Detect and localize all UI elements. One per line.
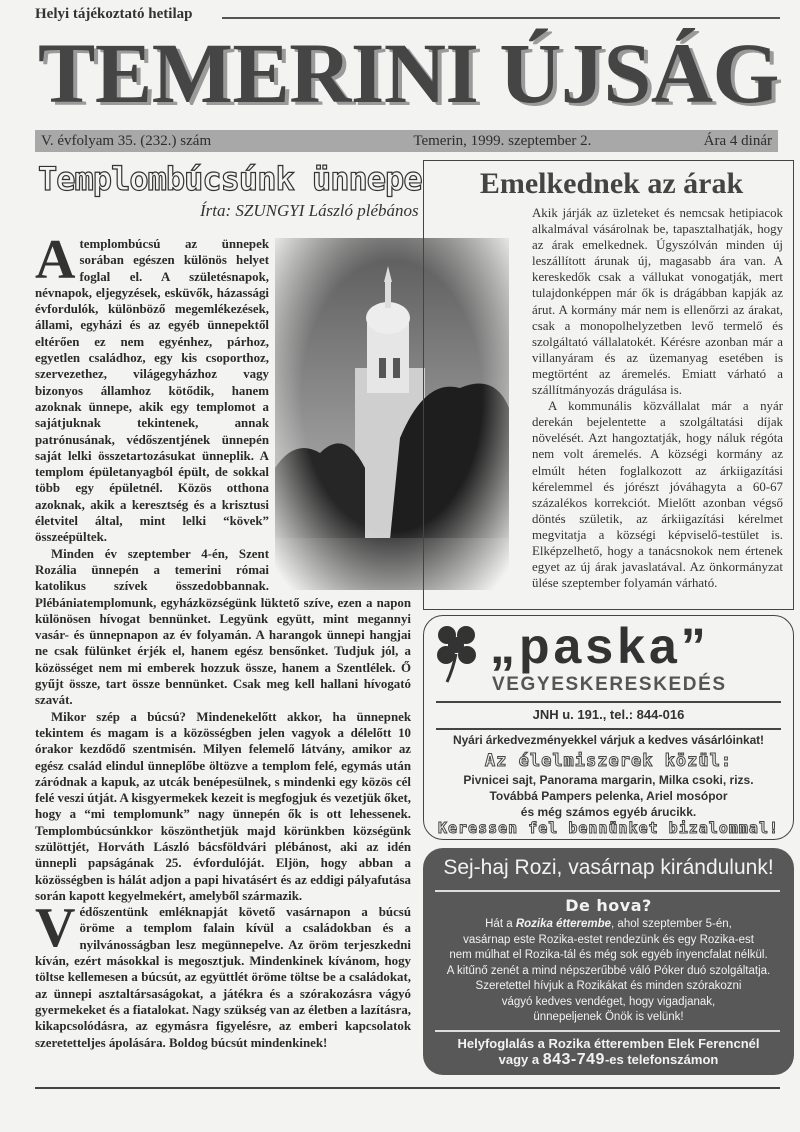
promo-text: Nyári árkedvezményekkel várjuk a kedves vásárlóinkat!: [453, 733, 764, 747]
shop-address: JNH u. 191., tel.: 844-016: [532, 707, 685, 722]
list-item: Továbbá Pampers pelenka, Ariel mosópor: [489, 789, 728, 803]
issue-date: Temerin, 1999. szeptember 2.: [413, 132, 592, 149]
shop-name: „paska”: [490, 618, 710, 674]
article-body: [35, 229, 411, 1051]
paragraph: Védőszentünk emléknapját követő vasárnapon a búcsú öröme a templom falain kívül a családokban és a nyilvánosságban lesz megünnepelve. Az öröm terjeszkedni kíván, ezért másokkal is megosztjuk. Mindenkinek kívánom, hogy töltse kellemesen a búcsút, az együttlét öröme töltse be a családokat, az ünnepi asztaltársaságokat, a játékra és a szórakozásra vágyó gyermekeket és a fiatalokat. Nagy szükség van az életben a lazításra, kikapcsolódásra, az egymásra figyelésre, az emberi kapcsolatok szeretetteljes ápolására. Boldog búcsút mindenkinek!: [35, 897, 411, 1050]
footer-rule: [35, 1087, 780, 1089]
issue-number: V. évfolyam 35. (232.) szám: [41, 132, 212, 149]
clover-icon: [435, 624, 479, 684]
issue-band: [35, 130, 778, 152]
list-item: Pivnicei sajt, Panorama margarin, Milka csoki, rizs.: [463, 773, 754, 787]
divider: [435, 890, 780, 892]
divider: [435, 1030, 780, 1032]
ad-title: Sej-haj Rozi, vasárnap kirándulunk!: [443, 856, 774, 879]
product-list: [424, 772, 793, 820]
tagline: Helyi tájékoztató hetilap: [35, 6, 193, 22]
drop-cap: V: [35, 897, 76, 960]
restaurant-name: Rozika étterembe: [515, 918, 612, 930]
paragraph: Mikor szép a búcsú? Mindenekelőtt akkor, ha ünnepnek tekintem és magam is a közösségben jelen vagyok a délelőtt 10 órakor kezdődő szentmisén. Milyen felemelő látvány, amikor az egész család elindul ünneplőbe öltözve a templom felé, egymás után záródnak a kapuk, az utcák benépesülnek, s mindenki egy közös cél felé veszi útját. A kisgyermekek kezeit is megfogjuk és vezetjük őket, hogy a “mi templomunk” nagy ünnepén ők is ott lehessenek. Templombúcsúnkkor köszönthetjük majd körünkben községünk szülöttjét, Horváth László bácsföldvári plébánost, aki az idén ünnepli papságának 25. évfordulóját. Eljön, hogy abban a közösségben is hálát adjon a papi hivatásért és az eddigi pályafutása során kapott kegyelmekért, amelyből származik.: [35, 709, 411, 903]
article-headline: Emelkednek az árak: [479, 167, 744, 200]
list-item: és még számos egyéb árucikk.: [520, 805, 697, 819]
newspaper-title: TEMERINI ÚJSÁG: [38, 25, 779, 121]
article-byline: Írta: SZUNGYI László plébános: [200, 201, 419, 220]
list-heading: Az élelmiszerek közül:: [484, 751, 733, 771]
paska-advertisement: [423, 615, 794, 840]
closing-slogan: Keressen fel bennünket bizalommal!: [437, 819, 780, 837]
divider: [436, 728, 781, 730]
ad-body: Hát a Rozika étterembe, ahol szeptember 5-én, vasárnap este Rozika-estet rendezünk és egy Rozika-est nem múlhat el Rozika-tál és még sok egyéb ínyencfalat nélkül. A kitűnő zenét a mind népszerűbbé váló Póker duó szolgáltatja. Szeretettel hívjuk a Rozikákat és minden szórakozni vágyó kedves vendéget, hogy vigadjanak, ünnepeljenek Önök is velünk!: [446, 918, 771, 1023]
ad-question: De hova?: [565, 896, 652, 915]
paragraph: Akik járják az üzleteket és nemcsak hetipiacok alkalmával vásárolnak be, tapasztalhatják, hogy az árak emelkednek. Úgyszólván minden új leszállított árunak új, magasabb ára van. A kereskedők csak a vállukat vonogatják, mert tulajdonképpen már ők is drágábban kapják az árut. A kormány már nem is ellenőrzi az árakat, csak a monopolhelyzetben levő termelő és szolgáltató vállalatokét. Kérésre azonban már a villanyáram és az üzemanyag esetében is megtörtént az áremelés. Emiatt várható a szállítmányozás drágulása is.: [532, 206, 783, 398]
rozika-advertisement: [423, 848, 794, 1075]
article-headline: Templombúcsúnk ünnepe: [38, 160, 422, 198]
paragraph: Minden év szeptember 4-én, Szent Rozália ünnepén a temerini római katolikus szívek összedobbannak. Plébániatemplomunk, egyházközségünk lüktető szíve, ezen a napon különösen hívogat bennünket. Legyünk együtt, mint megannyi vasár- és ünnepnapon az év folyamán. A harangok ünnepi hangjai ne csak fülünket érjék el, hanem egész bensőnket. Tudjuk jól, a közösséget nem mi emberek hozzuk össze, hanem a Szentlélek. Ő gyűjt össze, tart össze bennünket. Csak meg kell hallani hívogató szavát.: [35, 546, 411, 708]
paragraph: A kommunális közvállalat már a nyár derekán bejelentette a szolgáltatási díjak növelését. Azt hangoztatják, hogy náluk régóta nem volt áremelés. A községi kormány az elmúlt héten foglalkozott az árkiigazítási kérelemmel és jórészt jóváhagyta a 60-67 százalékos korrekciót. Mielőtt azonban végső döntés születik, az árkiigazítási kérelmet megvitatja a községi képviselő-testület is. Elképzelhető, hogy a tanácsnokok nem értenek egyet az új árak javaslatával. Az önkormányzat ülése szeptember folyamán várható.: [532, 399, 783, 591]
price: Ára 4 dinár: [703, 132, 772, 149]
prices-article: [423, 160, 794, 610]
phone-number: 843-749: [542, 1051, 605, 1068]
reservation-info: Helyfoglalás a Rozika étteremben Elek Ferencnél vagy a 843-749-es telefonszámon: [457, 1036, 760, 1068]
tagline-rule: [222, 17, 780, 19]
paragraph: Atemplombúcsú az ünnepek sorában egészen különös helyet foglal el. A születésnapok, névnapok, eljegyzések, esküvők, házassági évfordulók, különböző megemlékezések, állami, egyházi és az egyéb ünnepektől eltérően ez nem egyénhez, párhoz, egyetlen családhoz, egy kis csoporthoz, szervezethez, világegyházhoz vagy bizonyos államhoz kötődik, hanem azoknak ünnepe, akik egy templomot a sajátjuknak tekintenek, annak patrónusának, védőszentjének ünnepén saját lelki összetartozásukat ünneplik. A templom épületanyagból épült, de sokkal több egy épületnél. Közös otthona azoknak, akik a keresztség és a krisztusi életvitel által, mint lelki “kövek” összeépültek.: [35, 229, 269, 545]
divider: [436, 701, 781, 703]
shop-type: VEGYESKERESKEDÉS: [492, 674, 727, 695]
drop-cap: A: [35, 229, 76, 291]
